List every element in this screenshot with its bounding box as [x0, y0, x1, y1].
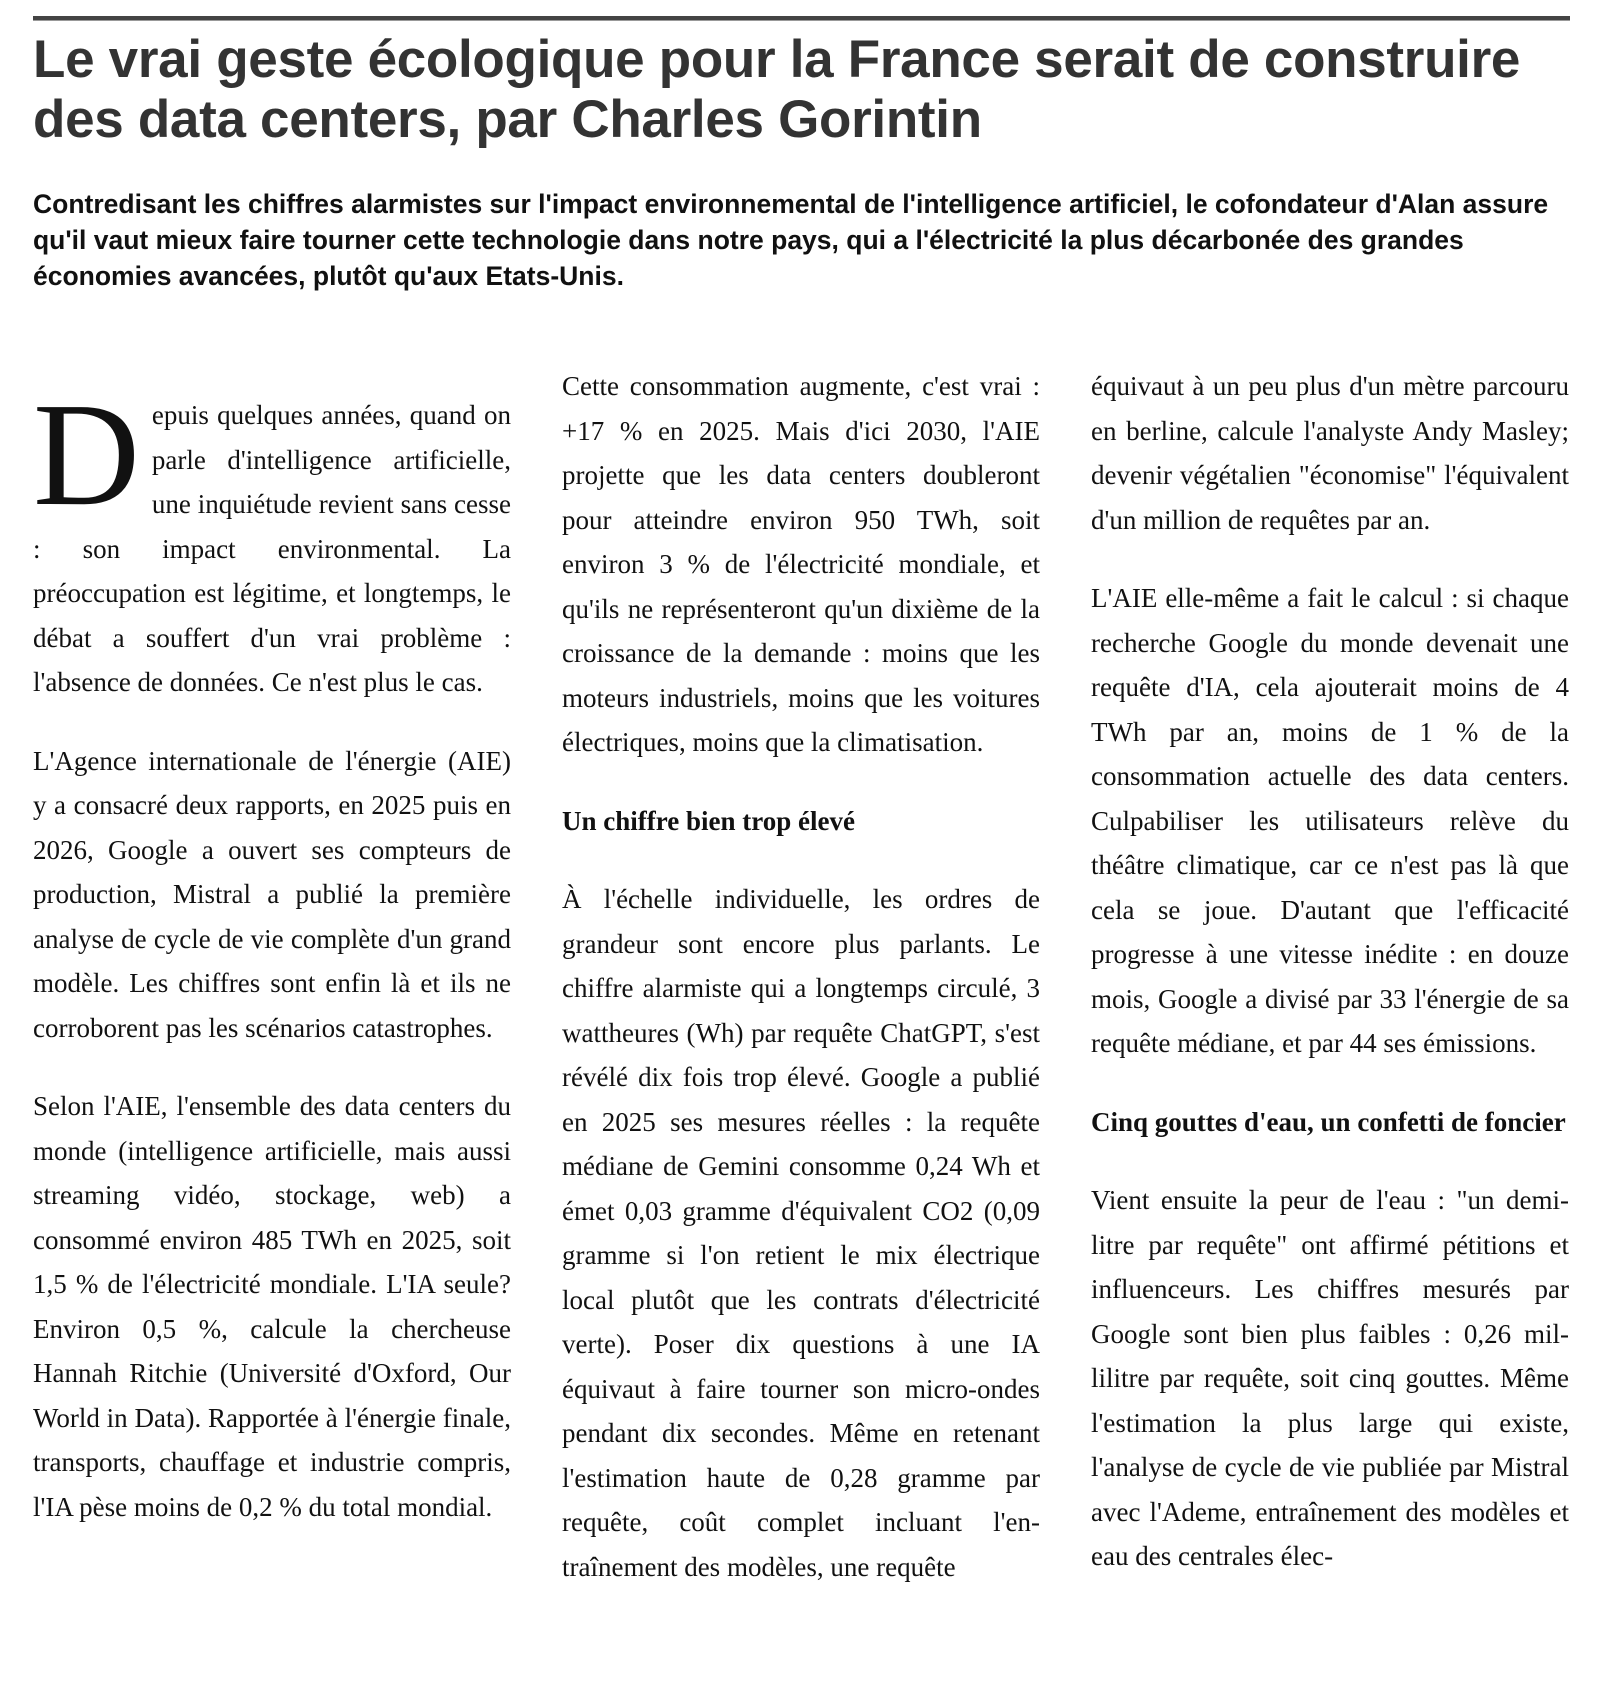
article-headline: Le vrai geste écologique pour la France serait de construire des data centers, par Charles Gorintin: [33, 30, 1521, 149]
subheading: Cinq gouttes d'eau, un confetti de foncier: [1091, 1106, 1566, 1137]
paragraph: L'AIE elle-même a fait le calcul : si chaque recherche Google du monde devenait une requête d'IA, cela ajouterait moins de 4 TWh par an, moins de 1 % de la consommation actuelle des data centers. Culpabiliser les utilisateurs relève du théâtre climatique, car ce n'est pas là que cela se joue. D'autant que l'efficacité progresse à une vitesse inédite : en douze mois, Google a divisé par 33 l'énergie de sa requête médiane, et par 44 ses émissions.: [1091, 583, 1569, 1058]
paragraph: [33, 373, 511, 705]
paragraph: Cette consommation augmente, c'est vrai : +17 % en 2025. Mais d'ici 2030, l'AIE projette que les data centers doubleront pour atteindre environ 950 TWh, soit environ 3 % de l'électricité mondiale, et qu'ils ne représenteront qu'un dixième de la croissance de la demande : moins que les moteurs industriels, moins que les voitures électriques, moins que la climatisation.: [562, 371, 1040, 757]
article-column-2: [562, 364, 1040, 1623]
article-standfirst: Contredisant les chiffres alarmistes sur l'impact environnemental de l'intelligence artificiel, le cofondateur d'Alan assure qu'il vaut mieux faire tourner cette technologie dans notre pays, qui a l'électricité la plus décarbonée des grandes économies avancées, plutôt qu'aux Etats-Unis.: [33, 189, 1549, 291]
paragraph: L'Agence internationale de l'énergie (AIE) y a consacré deux rapports, en 2025 puis en 2026, Google a ouvert ses compteurs de production, Mistral a publié la première analyse de cycle de vie complète d'un grand modèle. Les chiffres sont enfin là et ils ne corroborent pas les scénarios catastrophes.: [33, 745, 511, 1043]
paragraph: Vient ensuite la peur de l'eau : "un demi-litre par requête" ont affirmé pétitions et influenceurs. Les chiffres mesurés par Google sont bien plus faibles : 0,26 millilitre par requête, soit cinq gouttes. Même l'estimation la plus large qui existe, l'analyse de cycle de vie publiée par Mistral avec l'Ademe, entraînement des modèles et eau des centrales élec-: [1091, 1185, 1569, 1571]
paragraph: équivaut à un peu plus d'un mètre parcouru en berline, calcule l'analyste Andy Masley; devenir végétalien "économise" l'équivalent d'un million de requêtes par an.: [1091, 371, 1569, 535]
header-rule: [33, 16, 1570, 21]
paragraph-text: epuis quelques années, quand on parle d'intelligence artificielle, une inquiétude revient sans cesse : son impact environmental. La préoccupation est légitime, et longtemps, le débat a souffert d'un vrai problème : l'absence de données. Ce n'est plus le cas.: [33, 400, 511, 697]
paragraph: Selon l'AIE, l'ensemble des data centers du monde (intelligence artificielle, mais aussi streaming vidéo, stockage, web) a consommé environ 485 TWh en 2025, soit 1,5 % de l'électricité mondiale. L'IA seule? Environ 0,5 %, calcule la chercheuse Hannah Ritchie (Université d'Oxford, Our World in Data). Rapportée à l'énergie finale, transports, chauffage et industrie compris, l'IA pèse moins de 0,2 % du total mondial.: [33, 1091, 511, 1522]
paragraph: À l'échelle individuelle, les ordres de grandeur sont encore plus parlants. Le chiffre alarmiste qui a longtemps circulé, 3 wattheures (Wh) par requête ChatGPT, s'est révélé dix fois trop élevé. Google a publié en 2025 ses mesures réelles : la requête médiane de Gemini consomme 0,24 Wh et émet 0,03 gramme d'équivalent CO2 (0,09 gramme si l'on retient le mix électrique local plutôt que les contrats d'électricité verte). Poser dix questions à une IA équivaut à faire tourner son micro-ondes pendant dix secondes. Même en retenant l'estimation haute de 0,28 gramme par requête, coût complet incluant l'entraînement des modèles, une requête: [562, 884, 1040, 1582]
drop-cap: D: [33, 373, 140, 537]
subheading: Un chiffre bien trop élevé: [562, 805, 855, 836]
article-column-1: [33, 373, 511, 1563]
article-column-3: [1091, 364, 1569, 1613]
